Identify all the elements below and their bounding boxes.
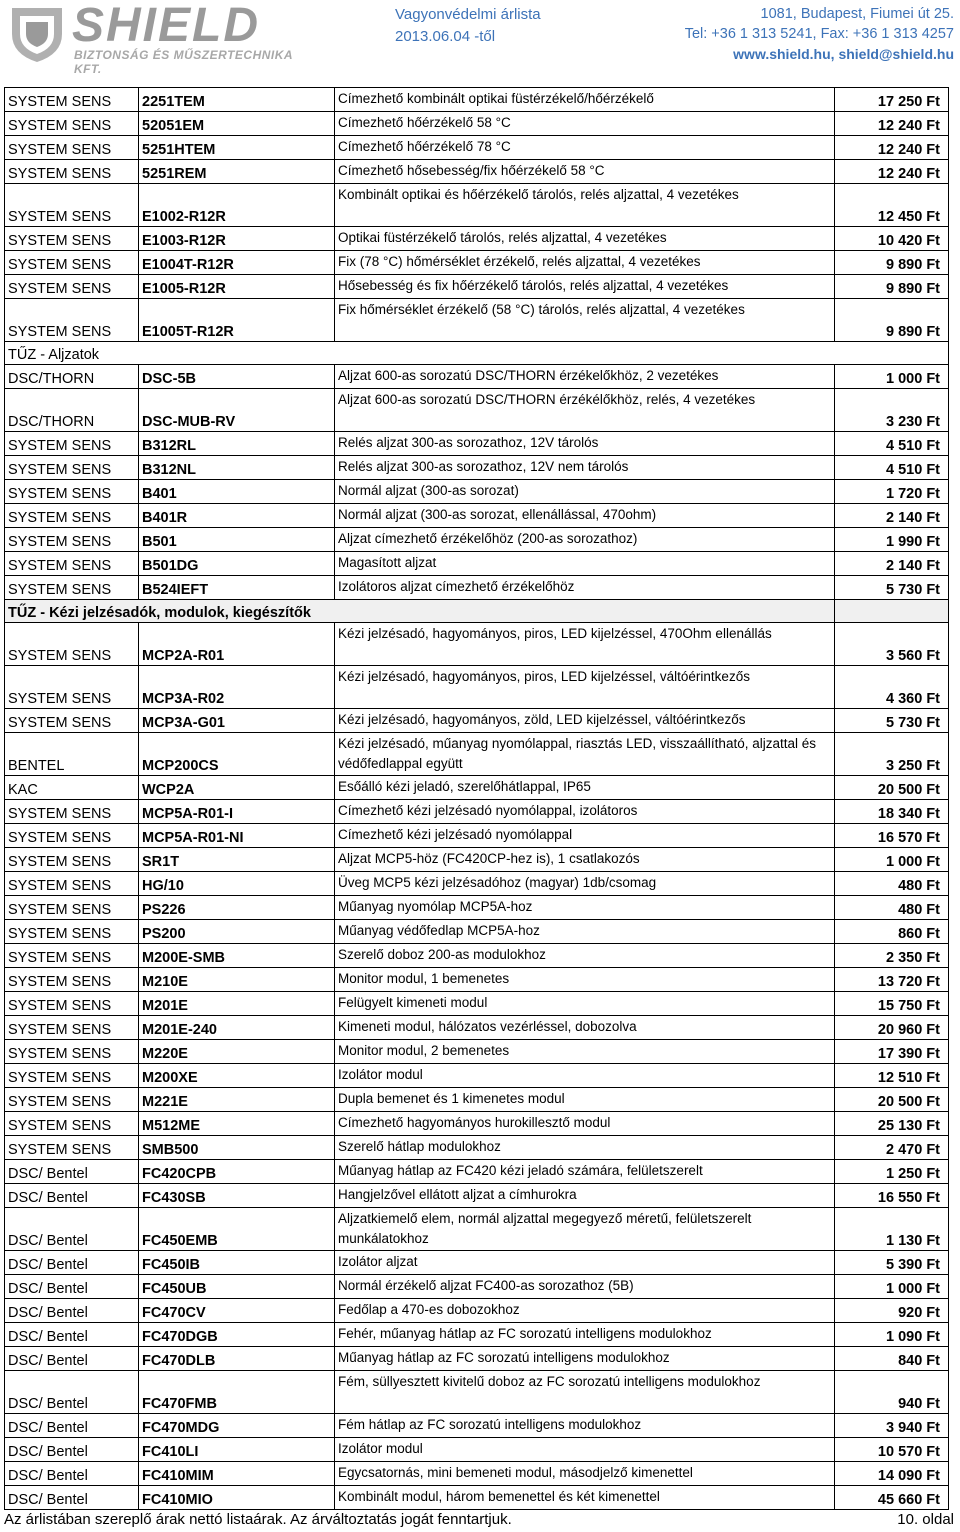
- header-title-block: [395, 4, 595, 48]
- shield-logo: [8, 0, 298, 76]
- table-row: [5, 1347, 949, 1371]
- price-cell: 2 140 Ft: [835, 552, 949, 576]
- brand-cell: SYSTEM SENS: [5, 824, 139, 848]
- description-cell: Műanyag hátlap az FC420 kézi jeladó számára, felületszerelt: [335, 1160, 835, 1184]
- product-code-cell: FC420CPB: [139, 1160, 335, 1184]
- section-header-row: [5, 342, 949, 365]
- table-row: [5, 1136, 949, 1160]
- product-code-cell: FC430SB: [139, 1184, 335, 1208]
- brand-cell: DSC/ Bentel: [5, 1414, 139, 1438]
- product-code-cell: FC470FMB: [139, 1371, 335, 1414]
- price-cell: 12 240 Ft: [835, 160, 949, 184]
- contact-block: [685, 4, 954, 64]
- price-cell: 5 730 Ft: [835, 576, 949, 600]
- section-fill-cell: [835, 600, 949, 623]
- table-row: [5, 992, 949, 1016]
- table-row: [5, 872, 949, 896]
- price-cell: 15 750 Ft: [835, 992, 949, 1016]
- description-cell: Aljzat 600-as sorozatú DSC/THORN érzékelőkhöz, 2 vezetékes: [335, 365, 835, 389]
- product-code-cell: PS226: [139, 896, 335, 920]
- description-cell: Optikai füstérzékelő tárolós, relés aljzattal, 4 vezetékes: [335, 227, 835, 251]
- price-cell: 4 360 Ft: [835, 666, 949, 709]
- price-cell: 12 510 Ft: [835, 1064, 949, 1088]
- description-cell: Izolátor aljzat: [335, 1251, 835, 1275]
- price-cell: 9 890 Ft: [835, 275, 949, 299]
- price-cell: 1 090 Ft: [835, 1323, 949, 1347]
- brand-cell: SYSTEM SENS: [5, 1016, 139, 1040]
- product-code-cell: M200E-SMB: [139, 944, 335, 968]
- product-code-cell: 5251REM: [139, 160, 335, 184]
- table-row: [5, 1275, 949, 1299]
- price-cell: 9 890 Ft: [835, 251, 949, 275]
- table-row: [5, 1299, 949, 1323]
- product-code-cell: B312RL: [139, 432, 335, 456]
- brand-cell: DSC/THORN: [5, 389, 139, 432]
- brand-cell: SYSTEM SENS: [5, 552, 139, 576]
- price-cell: 12 450 Ft: [835, 184, 949, 227]
- product-code-cell: M221E: [139, 1088, 335, 1112]
- table-row: [5, 776, 949, 800]
- brand-cell: SYSTEM SENS: [5, 992, 139, 1016]
- description-cell: Izolátor modul: [335, 1064, 835, 1088]
- table-row: [5, 1414, 949, 1438]
- price-cell: 3 560 Ft: [835, 623, 949, 666]
- description-cell: Hangjelzővel ellátott aljzat a címhurokra: [335, 1184, 835, 1208]
- product-code-cell: HG/10: [139, 872, 335, 896]
- price-cell: 12 240 Ft: [835, 112, 949, 136]
- price-cell: 2 470 Ft: [835, 1136, 949, 1160]
- price-cell: 10 570 Ft: [835, 1438, 949, 1462]
- product-code-cell: B401: [139, 480, 335, 504]
- brand-cell: DSC/ Bentel: [5, 1208, 139, 1251]
- description-cell: Szerelő doboz 200-as modulokhoz: [335, 944, 835, 968]
- brand-cell: SYSTEM SENS: [5, 848, 139, 872]
- table-row: [5, 1462, 949, 1486]
- price-cell: 16 550 Ft: [835, 1184, 949, 1208]
- brand-cell: SYSTEM SENS: [5, 275, 139, 299]
- price-list-date: 2013.06.04 -től: [395, 28, 496, 45]
- product-code-cell: FC410MIO: [139, 1486, 335, 1510]
- description-cell: Fix hőmérséklet érzékelő (58 °C) tárolós, relés aljzattal, 4 vezetékes: [335, 299, 835, 342]
- table-row: [5, 480, 949, 504]
- product-code-cell: DSC-5B: [139, 365, 335, 389]
- page-header: [0, 0, 960, 80]
- brand-cell: SYSTEM SENS: [5, 666, 139, 709]
- table-row: [5, 456, 949, 480]
- table-row: [5, 1438, 949, 1462]
- brand-cell: DSC/ Bentel: [5, 1275, 139, 1299]
- product-code-cell: E1005T-R12R: [139, 299, 335, 342]
- page-number: 10. oldal: [897, 1511, 954, 1528]
- brand-cell: SYSTEM SENS: [5, 227, 139, 251]
- price-cell: 20 500 Ft: [835, 1088, 949, 1112]
- price-table: [4, 87, 949, 1510]
- product-code-cell: MCP3A-G01: [139, 709, 335, 733]
- description-cell: Normál érzékelő aljzat FC400-as sorozathoz (5B): [335, 1275, 835, 1299]
- price-cell: 18 340 Ft: [835, 800, 949, 824]
- product-code-cell: MCP5A-R01-NI: [139, 824, 335, 848]
- brand-cell: KAC: [5, 776, 139, 800]
- price-cell: 1 130 Ft: [835, 1208, 949, 1251]
- brand-cell: DSC/ Bentel: [5, 1438, 139, 1462]
- table-row: [5, 552, 949, 576]
- table-row: [5, 1486, 949, 1510]
- brand-cell: SYSTEM SENS: [5, 1088, 139, 1112]
- product-code-cell: MCP2A-R01: [139, 623, 335, 666]
- price-cell: 20 500 Ft: [835, 776, 949, 800]
- table-row: [5, 1371, 949, 1414]
- product-code-cell: FC450UB: [139, 1275, 335, 1299]
- table-row: [5, 1088, 949, 1112]
- address: 1081, Budapest, Fiumei út 25.: [760, 6, 954, 22]
- brand-cell: SYSTEM SENS: [5, 623, 139, 666]
- description-cell: Izolátoros aljzat címezhető érzékelőhöz: [335, 576, 835, 600]
- table-row: [5, 623, 949, 666]
- product-code-cell: MCP200CS: [139, 733, 335, 776]
- brand-cell: SYSTEM SENS: [5, 432, 139, 456]
- product-code-cell: DSC-MUB-RV: [139, 389, 335, 432]
- description-cell: Szerelő hátlap modulokhoz: [335, 1136, 835, 1160]
- brand-cell: SYSTEM SENS: [5, 528, 139, 552]
- product-code-cell: B401R: [139, 504, 335, 528]
- table-row: [5, 504, 949, 528]
- price-cell: 10 420 Ft: [835, 227, 949, 251]
- brand-cell: SYSTEM SENS: [5, 88, 139, 112]
- price-list-title: Vagyonvédelmi árlista: [395, 6, 541, 23]
- brand-cell: DSC/ Bentel: [5, 1462, 139, 1486]
- table-row: [5, 184, 949, 227]
- brand-cell: SYSTEM SENS: [5, 1040, 139, 1064]
- description-cell: Kombinált modul, három bemenettel és két kimenettel: [335, 1486, 835, 1510]
- price-cell: 13 720 Ft: [835, 968, 949, 992]
- price-cell: 1 250 Ft: [835, 1160, 949, 1184]
- description-cell: Műanyag nyomólap MCP5A-hoz: [335, 896, 835, 920]
- table-row: [5, 299, 949, 342]
- shield-emblem-icon: [8, 4, 66, 64]
- product-code-cell: 5251HTEM: [139, 136, 335, 160]
- section-header-row: [5, 600, 949, 623]
- brand-cell: SYSTEM SENS: [5, 160, 139, 184]
- table-row: [5, 112, 949, 136]
- description-cell: Normál aljzat (300-as sorozat, ellenállással, 470ohm): [335, 504, 835, 528]
- brand-cell: DSC/ Bentel: [5, 1299, 139, 1323]
- price-cell: 16 570 Ft: [835, 824, 949, 848]
- table-row: [5, 800, 949, 824]
- description-cell: Magasított aljzat: [335, 552, 835, 576]
- product-code-cell: 52051EM: [139, 112, 335, 136]
- price-cell: 5 730 Ft: [835, 709, 949, 733]
- brand-cell: SYSTEM SENS: [5, 872, 139, 896]
- brand-cell: BENTEL: [5, 733, 139, 776]
- description-cell: Címezhető hőérzékelő 78 °C: [335, 136, 835, 160]
- product-code-cell: FC470CV: [139, 1299, 335, 1323]
- table-row: [5, 136, 949, 160]
- price-cell: 840 Ft: [835, 1347, 949, 1371]
- table-row: [5, 275, 949, 299]
- brand-cell: SYSTEM SENS: [5, 944, 139, 968]
- price-cell: 5 390 Ft: [835, 1251, 949, 1275]
- description-cell: Monitor modul, 1 bemenetes: [335, 968, 835, 992]
- product-code-cell: M210E: [139, 968, 335, 992]
- brand-cell: SYSTEM SENS: [5, 576, 139, 600]
- price-cell: 940 Ft: [835, 1371, 949, 1414]
- description-cell: Kimeneti modul, hálózatos vezérléssel, dobozolva: [335, 1016, 835, 1040]
- brand-cell: SYSTEM SENS: [5, 480, 139, 504]
- price-cell: 1 000 Ft: [835, 365, 949, 389]
- product-code-cell: B501: [139, 528, 335, 552]
- brand-cell: DSC/ Bentel: [5, 1160, 139, 1184]
- description-cell: Kézi jelzésadó, hagyományos, piros, LED kijelzéssel, 470Ohm ellenállás: [335, 623, 835, 666]
- logo-subtitle: BIZTONSÁG ÉS MŰSZERTECHNIKA KFT.: [74, 48, 293, 76]
- price-cell: 2 140 Ft: [835, 504, 949, 528]
- price-cell: 25 130 Ft: [835, 1112, 949, 1136]
- description-cell: Fix (78 °C) hőmérséklet érzékelő, relés aljzattal, 4 vezetékes: [335, 251, 835, 275]
- price-table-body: [5, 88, 949, 1510]
- description-cell: Kombinált optikai és hőérzékelő tárolós, relés aljzattal, 4 vezetékes: [335, 184, 835, 227]
- product-code-cell: FC470DGB: [139, 1323, 335, 1347]
- description-cell: Izolátor modul: [335, 1438, 835, 1462]
- product-code-cell: MCP5A-R01-I: [139, 800, 335, 824]
- product-code-cell: M512ME: [139, 1112, 335, 1136]
- price-cell: 3 230 Ft: [835, 389, 949, 432]
- table-row: [5, 88, 949, 112]
- price-cell: 920 Ft: [835, 1299, 949, 1323]
- brand-cell: DSC/ Bentel: [5, 1371, 139, 1414]
- product-code-cell: SMB500: [139, 1136, 335, 1160]
- table-row: [5, 1064, 949, 1088]
- description-cell: Címezhető hagyományos hurokillesztő modul: [335, 1112, 835, 1136]
- brand-cell: SYSTEM SENS: [5, 456, 139, 480]
- table-row: [5, 227, 949, 251]
- price-cell: 4 510 Ft: [835, 456, 949, 480]
- product-code-cell: FC450EMB: [139, 1208, 335, 1251]
- brand-cell: SYSTEM SENS: [5, 112, 139, 136]
- table-row: [5, 968, 949, 992]
- description-cell: Címezhető kézi jelzésadó nyomólappal, izolátoros: [335, 800, 835, 824]
- logo-wordmark: SHIELD: [72, 0, 261, 52]
- brand-cell: DSC/THORN: [5, 365, 139, 389]
- brand-cell: SYSTEM SENS: [5, 136, 139, 160]
- description-cell: Dupla bemenet és 1 kimenetes modul: [335, 1088, 835, 1112]
- brand-cell: SYSTEM SENS: [5, 184, 139, 227]
- description-cell: Műanyag hátlap az FC sorozatú intelligens modulokhoz: [335, 1347, 835, 1371]
- web-email: www.shield.hu, shield@shield.hu: [733, 46, 954, 62]
- description-cell: Egycsatornás, mini bemeneti modul, másodjelző kimenettel: [335, 1462, 835, 1486]
- description-cell: Címezhető hőérzékelő 58 °C: [335, 112, 835, 136]
- product-code-cell: E1004T-R12R: [139, 251, 335, 275]
- table-row: [5, 160, 949, 184]
- table-row: [5, 666, 949, 709]
- table-row: [5, 1184, 949, 1208]
- product-code-cell: B312NL: [139, 456, 335, 480]
- brand-cell: DSC/ Bentel: [5, 1486, 139, 1510]
- price-cell: 12 240 Ft: [835, 136, 949, 160]
- table-row: [5, 389, 949, 432]
- price-cell: 20 960 Ft: [835, 1016, 949, 1040]
- description-cell: Kézi jelzésadó, hagyományos, piros, LED kijelzéssel, váltóérintkezős: [335, 666, 835, 709]
- description-cell: Műanyag védőfedlap MCP5A-hoz: [335, 920, 835, 944]
- table-row: [5, 944, 949, 968]
- brand-cell: SYSTEM SENS: [5, 1064, 139, 1088]
- phone-fax: Tel: +36 1 313 5241, Fax: +36 1 313 4257: [684, 26, 954, 42]
- description-cell: Címezhető hősebesség/fix hőérzékelő 58 °C: [335, 160, 835, 184]
- product-code-cell: E1002-R12R: [139, 184, 335, 227]
- footer-note: Az árlistában szereplő árak nettó listaárak. Az árváltoztatás jogát fenntartjuk.: [4, 1511, 512, 1528]
- description-cell: Esőálló kézi jeladó, szerelőhátlappal, IP65: [335, 776, 835, 800]
- price-cell: 17 390 Ft: [835, 1040, 949, 1064]
- product-code-cell: WCP2A: [139, 776, 335, 800]
- description-cell: Monitor modul, 2 bemenetes: [335, 1040, 835, 1064]
- price-cell: 1 990 Ft: [835, 528, 949, 552]
- price-cell: 9 890 Ft: [835, 299, 949, 342]
- product-code-cell: SR1T: [139, 848, 335, 872]
- product-code-cell: B524IEFT: [139, 576, 335, 600]
- brand-cell: SYSTEM SENS: [5, 504, 139, 528]
- brand-cell: SYSTEM SENS: [5, 1136, 139, 1160]
- table-row: [5, 1160, 949, 1184]
- description-cell: Felügyelt kimeneti modul: [335, 992, 835, 1016]
- description-cell: Normál aljzat (300-as sorozat): [335, 480, 835, 504]
- product-code-cell: E1005-R12R: [139, 275, 335, 299]
- table-row: [5, 432, 949, 456]
- price-cell: 1 000 Ft: [835, 1275, 949, 1299]
- description-cell: Fedőlap a 470-es dobozokhoz: [335, 1299, 835, 1323]
- brand-cell: DSC/ Bentel: [5, 1184, 139, 1208]
- table-row: [5, 1040, 949, 1064]
- price-cell: 17 250 Ft: [835, 88, 949, 112]
- product-code-cell: FC470DLB: [139, 1347, 335, 1371]
- product-code-cell: M220E: [139, 1040, 335, 1064]
- product-code-cell: FC470MDG: [139, 1414, 335, 1438]
- brand-cell: SYSTEM SENS: [5, 800, 139, 824]
- product-code-cell: M200XE: [139, 1064, 335, 1088]
- product-code-cell: FC410LI: [139, 1438, 335, 1462]
- product-code-cell: FC450IB: [139, 1251, 335, 1275]
- description-cell: Kézi jelzésadó, műanyag nyomólappal, riasztás LED, visszaállítható, aljzattal és védőfedlappal együtt: [335, 733, 835, 776]
- table-row: [5, 824, 949, 848]
- brand-cell: SYSTEM SENS: [5, 251, 139, 275]
- price-cell: 480 Ft: [835, 872, 949, 896]
- brand-cell: SYSTEM SENS: [5, 968, 139, 992]
- brand-cell: DSC/ Bentel: [5, 1323, 139, 1347]
- brand-cell: SYSTEM SENS: [5, 1112, 139, 1136]
- table-row: [5, 1323, 949, 1347]
- table-row: [5, 1208, 949, 1251]
- table-row: [5, 251, 949, 275]
- price-cell: 4 510 Ft: [835, 432, 949, 456]
- description-cell: Hősebesség és fix hőérzékelő tárolós, relés aljzattal, 4 vezetékes: [335, 275, 835, 299]
- table-row: [5, 709, 949, 733]
- description-cell: Üveg MCP5 kézi jelzésadóhoz (magyar) 1db/csomag: [335, 872, 835, 896]
- table-row: [5, 1016, 949, 1040]
- product-code-cell: MCP3A-R02: [139, 666, 335, 709]
- description-cell: Fém hátlap az FC sorozatú intelligens modulokhoz: [335, 1414, 835, 1438]
- product-code-cell: PS200: [139, 920, 335, 944]
- description-cell: Fehér, műanyag hátlap az FC sorozatú intelligens modulokhoz: [335, 1323, 835, 1347]
- product-code-cell: M201E-240: [139, 1016, 335, 1040]
- product-code-cell: B501DG: [139, 552, 335, 576]
- section-title: TŰZ - Aljzatok: [5, 342, 949, 365]
- section-title: TŰZ - Kézi jelzésadók, modulok, kiegészítők: [5, 600, 835, 623]
- description-cell: Relés aljzat 300-as sorozathoz, 12V nem tárolós: [335, 456, 835, 480]
- product-code-cell: FC410MIM: [139, 1462, 335, 1486]
- price-cell: 860 Ft: [835, 920, 949, 944]
- table-row: [5, 528, 949, 552]
- price-cell: 1 000 Ft: [835, 848, 949, 872]
- description-cell: Aljzat MCP5-höz (FC420CP-hez is), 1 csatlakozós: [335, 848, 835, 872]
- price-cell: 1 720 Ft: [835, 480, 949, 504]
- product-code-cell: E1003-R12R: [139, 227, 335, 251]
- price-cell: 480 Ft: [835, 896, 949, 920]
- price-cell: 3 250 Ft: [835, 733, 949, 776]
- price-cell: 3 940 Ft: [835, 1414, 949, 1438]
- table-row: [5, 1251, 949, 1275]
- description-cell: Aljzat 600-as sorozatú DSC/THORN érzékélőkhöz, relés, 4 vezetékes: [335, 389, 835, 432]
- brand-cell: SYSTEM SENS: [5, 709, 139, 733]
- brand-cell: SYSTEM SENS: [5, 896, 139, 920]
- brand-cell: DSC/ Bentel: [5, 1251, 139, 1275]
- description-cell: Kézi jelzésadó, hagyományos, zöld, LED kijelzéssel, váltóérintkezős: [335, 709, 835, 733]
- table-row: [5, 920, 949, 944]
- table-row: [5, 365, 949, 389]
- brand-cell: SYSTEM SENS: [5, 299, 139, 342]
- table-row: [5, 1112, 949, 1136]
- price-cell: 14 090 Ft: [835, 1462, 949, 1486]
- price-cell: 2 350 Ft: [835, 944, 949, 968]
- description-cell: Aljzatkiemelő elem, normál aljzattal megegyező méretű, felületszerelt munkálatokhoz: [335, 1208, 835, 1251]
- description-cell: Fém, süllyesztett kivitelű doboz az FC sorozatú intelligens modulokhoz: [335, 1371, 835, 1414]
- table-row: [5, 896, 949, 920]
- brand-cell: DSC/ Bentel: [5, 1347, 139, 1371]
- table-row: [5, 576, 949, 600]
- brand-cell: SYSTEM SENS: [5, 920, 139, 944]
- price-cell: 45 660 Ft: [835, 1486, 949, 1510]
- table-row: [5, 733, 949, 776]
- description-cell: Címezhető kézi jelzésadó nyomólappal: [335, 824, 835, 848]
- table-row: [5, 848, 949, 872]
- product-code-cell: 2251TEM: [139, 88, 335, 112]
- description-cell: Címezhető kombinált optikai füstérzékelő/hőérzékelő: [335, 88, 835, 112]
- description-cell: Aljzat címezhető érzékelőhöz (200-as sorozathoz): [335, 528, 835, 552]
- description-cell: Relés aljzat 300-as sorozathoz, 12V tárolós: [335, 432, 835, 456]
- product-code-cell: M201E: [139, 992, 335, 1016]
